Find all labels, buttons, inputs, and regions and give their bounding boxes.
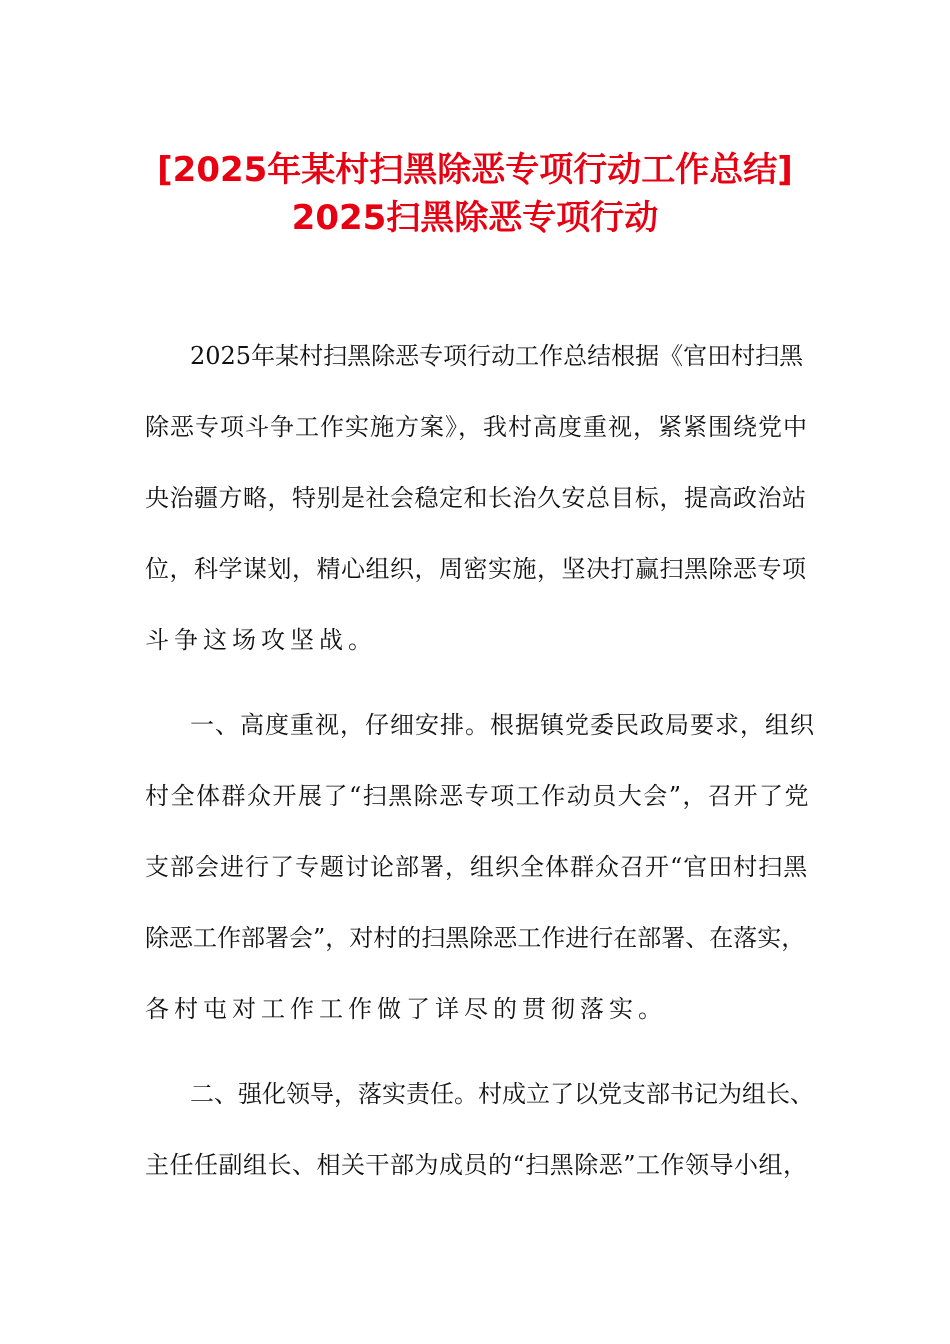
paragraph-line: 主任任副组长、相关干部为成员的“扫黑除恶”工作领导小组， [145,1151,808,1179]
paragraph-line: 位，科学谋划，精心组织，周密实施，坚决打赢扫黑除恶专项 [145,555,807,583]
paragraph-line: 除恶工作部署会”，对村的扫黑除恶工作进行在部署、在落实， [145,924,806,952]
paragraph-line: 一、高度重视，仔细安排。根据镇党委民政局要求，组织 [190,711,815,739]
paragraph-line: 村全体群众开展了“扫黑除恶专项工作动员大会”，召开了党 [145,782,811,810]
paragraph-line: 2025年某村扫黑除恶专项行动工作总结根据《官田村扫黑 [190,342,804,370]
paragraph-line: 除恶专项斗争工作实施方案》，我村高度重视，紧紧围绕党中 [145,413,808,441]
document-title-line-1: [2025年某村扫黑除恶专项行动工作总结] [157,150,793,190]
paragraph-line: 二、强化领导，落实责任。村成立了以党支部书记为组长、 [190,1080,814,1108]
paragraph-line: 央治疆方略，特别是社会稳定和长治久安总目标，提高政治站 [145,484,807,512]
paragraph-line: 斗争这场攻坚战。 [145,626,377,654]
document-title-line-2: 2025扫黑除恶专项行动 [291,198,659,238]
paragraph-line: 支部会进行了专题讨论部署，组织全体群众召开“官田村扫黑 [145,853,809,881]
paragraph-line: 各村屯对工作工作做了详尽的贯彻落实。 [145,995,667,1023]
